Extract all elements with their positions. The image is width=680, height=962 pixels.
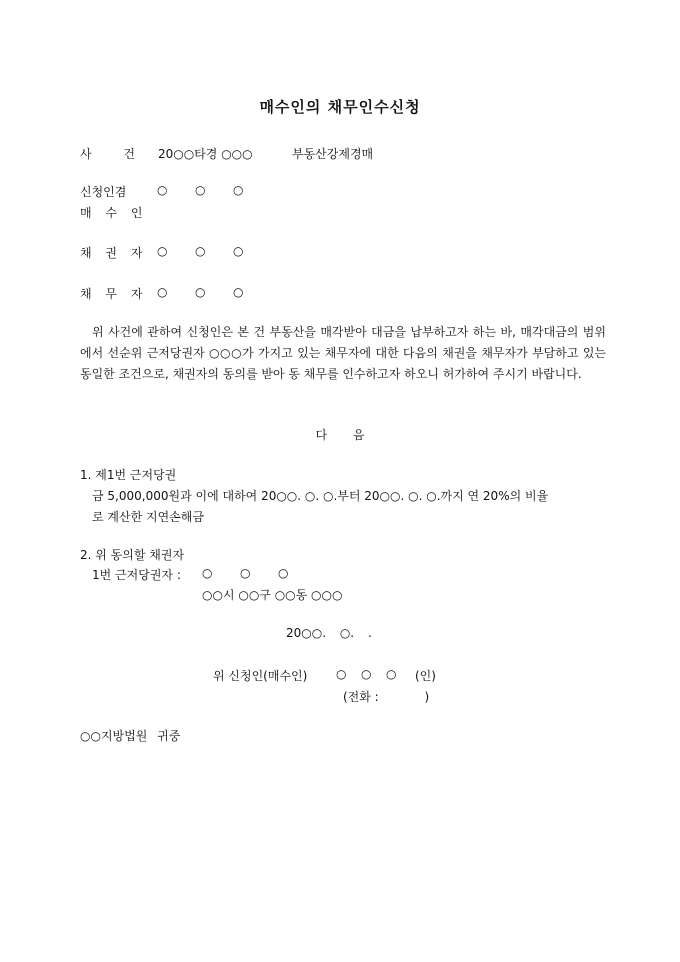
item2-address: ○○시 ○○구 ○○동 ○○○ bbox=[202, 588, 343, 602]
creditor-label: 채 권 자 bbox=[80, 246, 148, 260]
body-paragraph: 위 사건에 관하여 신청인은 본 건 부동산을 매각받아 대금을 납부하고자 하는 바, 매각대금의 범위에서 선순위 근저당권자 ○○○가 가지고 있는 채무자에 대한 다음의 채권을 채무자가 부담하고 있는 동일한 조건으로, 채권자의 동의를 받아 동 채무를 인수하고자 하오니 허가하여 주시기 바랍니다. bbox=[80, 325, 606, 381]
signature-phone: (전화 : ) bbox=[343, 690, 430, 704]
item2-holder-char-2: ○ bbox=[240, 566, 251, 580]
signature-seal: (인) bbox=[415, 669, 436, 683]
signature-name-char-1: ○ bbox=[336, 667, 347, 681]
court-addressee: ○○지방법원 귀중 bbox=[80, 729, 181, 743]
applicant-name-char-2: ○ bbox=[195, 183, 206, 197]
item1-line1: 금 5,000,000원과 이에 대하여 20○○. ○. ○.부터 20○○. ○. ○.까지 연 20%의 비율 bbox=[92, 489, 549, 503]
applicant-label-line1: 신청인겸 bbox=[80, 185, 127, 199]
debtor-label: 채 무 자 bbox=[80, 287, 148, 301]
applicant-name-char-3: ○ bbox=[233, 183, 244, 197]
case-number: 20○○타경 ○○○ bbox=[158, 147, 253, 161]
document-title: 매수인의 채무인수신청 bbox=[259, 98, 421, 116]
debtor-name-char-3: ○ bbox=[233, 285, 244, 299]
debtor-name-char-2: ○ bbox=[195, 285, 206, 299]
section-heading: 다 음 bbox=[315, 428, 365, 442]
applicant-label-line2: 매 수 인 bbox=[80, 206, 148, 220]
applicant-name-char-1: ○ bbox=[157, 183, 168, 197]
creditor-name-char-2: ○ bbox=[195, 244, 206, 258]
item2-holder-char-3: ○ bbox=[278, 566, 289, 580]
signature-name-char-3: ○ bbox=[386, 667, 397, 681]
item1-line2: 로 계산한 지연손해금 bbox=[92, 510, 204, 524]
document-date: 20○○. ○. . bbox=[286, 626, 372, 640]
creditor-name-char-1: ○ bbox=[157, 244, 168, 258]
debtor-name-char-1: ○ bbox=[157, 285, 168, 299]
signature-name-char-2: ○ bbox=[361, 667, 372, 681]
item1-title: 1. 제1번 근저당권 bbox=[80, 468, 177, 482]
creditor-name-char-3: ○ bbox=[233, 244, 244, 258]
case-type: 부동산강제경매 bbox=[292, 147, 374, 161]
item2-title: 2. 위 동의할 채권자 bbox=[80, 548, 185, 562]
item2-holder-char-1: ○ bbox=[202, 566, 213, 580]
signature-label: 위 신청인(매수인) bbox=[213, 669, 308, 683]
item2-holder-label: 1번 근저당권자 : bbox=[92, 568, 181, 582]
case-label: 사 건 bbox=[80, 147, 149, 161]
